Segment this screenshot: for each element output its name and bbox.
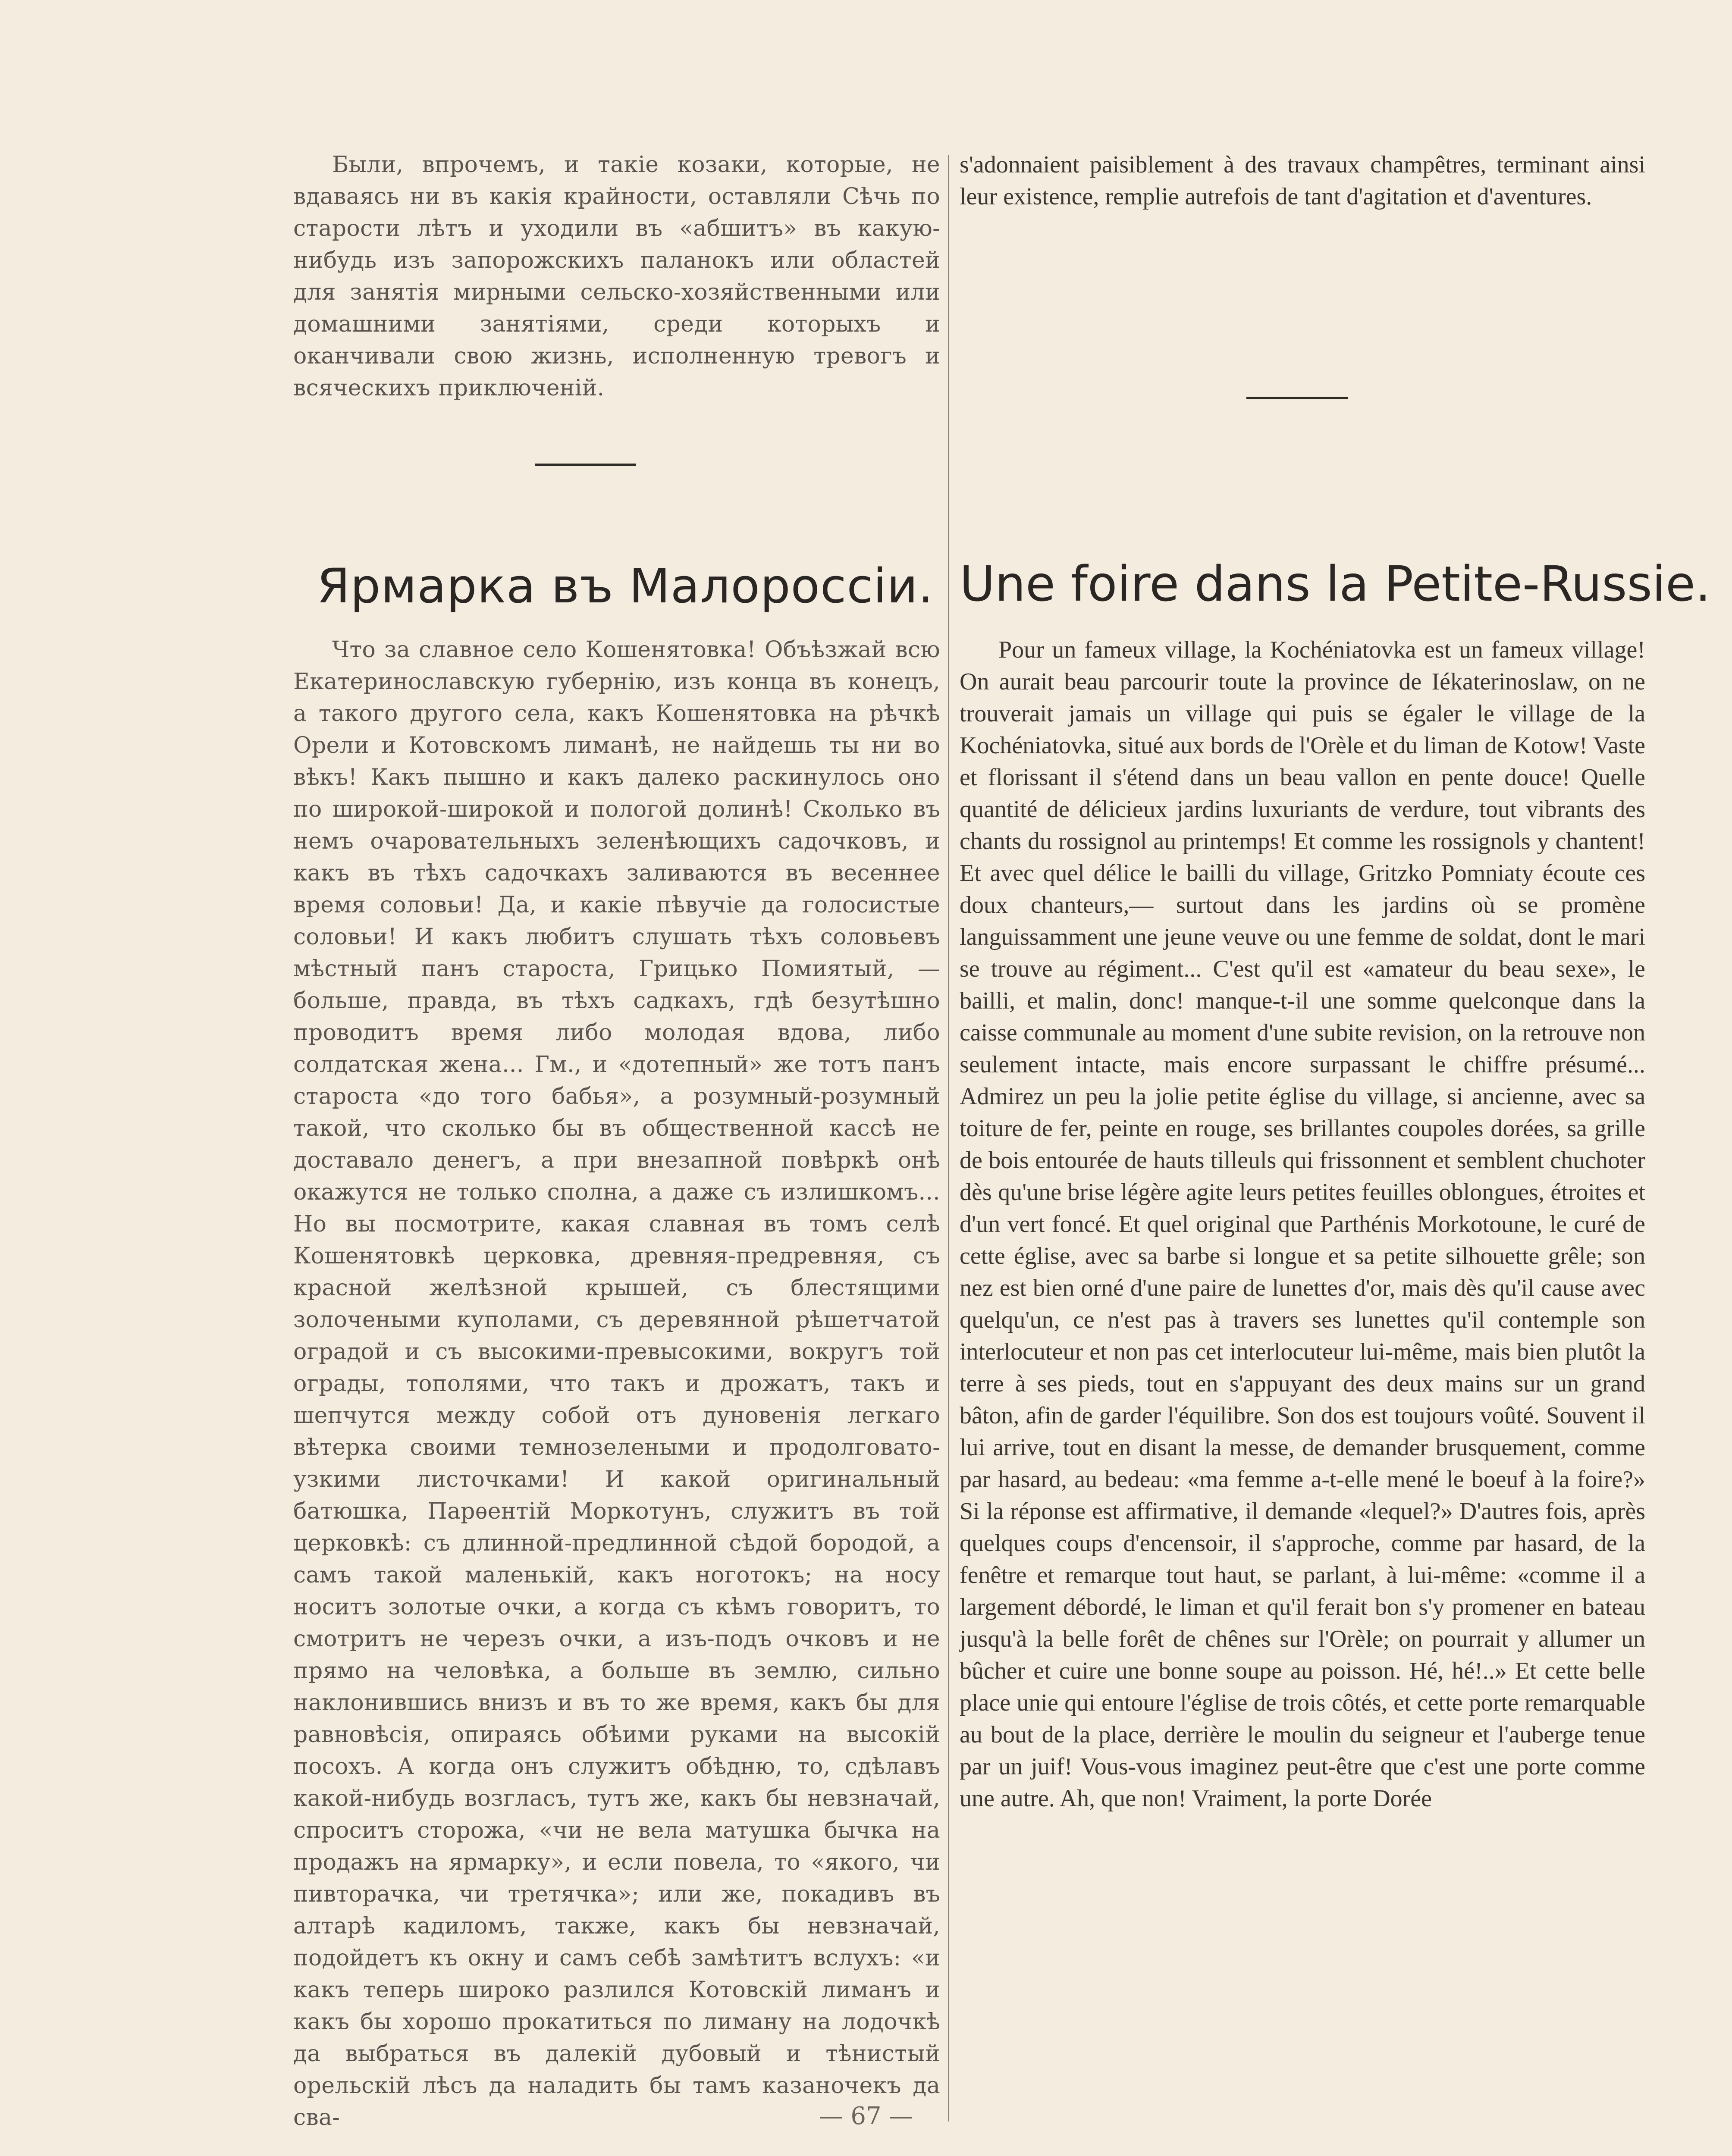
russian-article-column [293, 634, 940, 2134]
column-divider [948, 155, 949, 2122]
russian-section-title: Ярмарка въ Малороссіи. [317, 558, 934, 614]
section-rule-left [535, 464, 636, 466]
top-french-paragraph: s'adonnaient paisiblement à des travaux champêtres, terminant ainsi leur existence, remplie autrefois de tant d'agitation et d'aventures. [960, 151, 1645, 210]
french-article-column [960, 634, 1645, 1814]
top-left-column [293, 149, 940, 404]
top-russian-paragraph: Были, впрочемъ, и такіе козаки, которые, не вдаваясь ни въ какія крайности, оставляли Сѣчь по старости лѣтъ и уходили въ «абшитъ» въ какую-нибудь изъ запорожскихъ паланокъ или областей для занятія мирными сельско-хозяйственными или домашними занятіями, среди которыхъ и оканчивали свою жизнь, исполненную тревогъ и всяческихъ приключеній. [293, 152, 940, 401]
page-number: — 67 — [819, 2102, 913, 2130]
french-section-title: Une foire dans la Petite-Russie. [960, 556, 1711, 612]
french-article-body: Pour un fameux village, la Kochéniatovka est un fameux village! On aurait beau parcourir toute la province de Iékaterinoslaw, on ne trouverait jamais un village qui puis se égaler le village de la Kochéniatovka, situé aux bords de l'Orèle et du liman de Kotow! Vaste et florissant il s'étend dans un beau vallon en pente douce! Quelle quantité de délicieux jardins luxuriants de verdure, tout vibrants des chants du rossignol au printemps! Et comme les rossignols y chantent! Et avec quel délice le bailli du village, Gritzko Pomniaty écoute ces doux chanteurs,— surtout dans les jardins où se promène languissamment une jeune veuve ou une femme de soldat, dont le mari se trouve au régiment... C'est qu'il est «amateur du beau sexe», le bailli, et malin, donc! manque-t-il une somme quelconque dans la caisse communale au moment d'une subite revision, on la retrouve non seulement intacte, mais encore surpassant le chiffre présumé... Admirez un peu la jolie petite église du village, si ancienne, avec sa toiture de fer, peinte en rouge, ses brillantes coupoles dorées, sa grille de bois entourée de hauts tilleuls qui frissonnent et semblent chuchoter dès qu'une brise légère agite leurs petites feuilles oblongues, étroites et d'un vert foncé. Et quel original que Parthénis Morkotoune, le curé de cette église, avec sa barbe si longue et sa petite silhouette grêle; son nez est bien orné d'une paire de lunettes d'or, mais dès qu'il cause avec quelqu'un, ce n'est pas à travers ses lunettes qu'il contemple son interlocuteur et non pas cet interlocuteur lui-même, mais bien plutôt la terre à ses pieds, tout en s'appuyant des deux mains sur un grand bâton, afin de garder l'équilibre. Son dos est toujours voûté. Souvent il lui arrive, tout en disant la messe, de demander brusquement, comme par hasard, au bedeau: «ma femme a-t-elle mené le boeuf à la foire?» Si la réponse est affirmative, il demande «lequel?» D'autres fois, après quelques coups d'encensoir, il s'approche, comme par hasard, de la fenêtre et remarque tout haut, se parlant, à lui-même: «comme il a largement débordé, le liman et qu'il ferait bon s'y promener en bateau jusqu'à la belle forêt de chênes sur l'Orèle; on pourrait y allumer un bûcher et cuire une bonne soupe au poisson. Hé, hé!..» Et cette belle place unie qui entoure l'église de trois côtés, et cette porte remarquable au bout de la place, derrière le moulin du seigneur et l'auberge tenue par un juif! Vous-vous imaginez peut-être que c'est une porte comme une autre. Ah, que non! Vraiment, la porte Dorée [960, 636, 1645, 1812]
section-rule-right [1246, 397, 1348, 399]
top-right-column [960, 149, 1645, 213]
russian-article-body: Что за славное село Кошенятовка! Объѣзжай всю Екатеринославскую губернію, изъ конца въ конецъ, а такого другого села, какъ Кошенятовка на рѣчкѣ Орели и Котовскомъ лиманѣ, не найдешь ты ни во вѣкъ! Какъ пышно и какъ далеко раскинулось оно по широкой-широкой и пологой долинѣ! Сколько въ немъ очаровательныхъ зеленѣющихъ садочковъ, и какъ въ тѣхъ садочкахъ заливаются въ весеннее время соловьи! Да, и какіе пѣвучіе да голосистые соловьи! И какъ любитъ слушать тѣхъ соловьевъ мѣстный панъ староста, Грицько Помиятый, — больше, правда, въ тѣхъ садкахъ, гдѣ безутѣшно проводитъ время либо молодая вдова, либо солдатская жена... Гм., и «дотепный» же тотъ панъ староста «до того бабья», а розумный-розумный такой, что сколько бы въ общественной кассѣ не доставало денегъ, а при внезапной повѣркѣ онѣ окажутся не только сполна, а даже съ излишкомъ... Но вы посмотрите, какая славная въ томъ селѣ Кошенятовкѣ церковка, древняя-предревняя, съ красной желѣзной крышей, съ блестящими золочеными куполами, съ деревянной рѣшетчатой оградой и съ высокими-превысокими, вокругъ той ограды, тополями, что такъ и дрожатъ, такъ и шепчутся между собой отъ дуновенія легкаго вѣтерка своими темнозелеными и продолговато-узкими листочками! И какой оригинальный батюшка, Парѳентій Моркотунъ, служитъ въ той церковкѣ: съ длинной-предлинной сѣдой бородой, а самъ такой маленькій, какъ ноготокъ; на носу носитъ золотые очки, а когда съ кѣмъ говоритъ, то смотритъ не черезъ очки, а изъ-подъ очковъ и не прямо на человѣка, а больше въ землю, сильно наклонившись внизъ и въ то же время, какъ бы для равновѣсія, опираясь обѣими руками на высокій посохъ. А когда онъ служитъ обѣдню, то, сдѣлавъ какой-нибудь возгласъ, тутъ же, какъ бы невзначай, спроситъ сторожа, «чи не вела матушка бычка на продажъ на ярмарку», и если повела, то «якого, чи пивторачка, чи третячка»; или же, покадивъ въ алтарѣ кадиломъ, также, какъ бы невзначай, подойдетъ къ окну и самъ себѣ замѣтитъ вслухъ: «и какъ теперь широко разлился Котовскій лиманъ и какъ бы хорошо прокатиться по лиману на лодочкѣ да выбраться въ далекій дубовый и тѣнистый орельскій лѣсъ да наладить бы тамъ казаночекъ да сва- [293, 637, 940, 2131]
